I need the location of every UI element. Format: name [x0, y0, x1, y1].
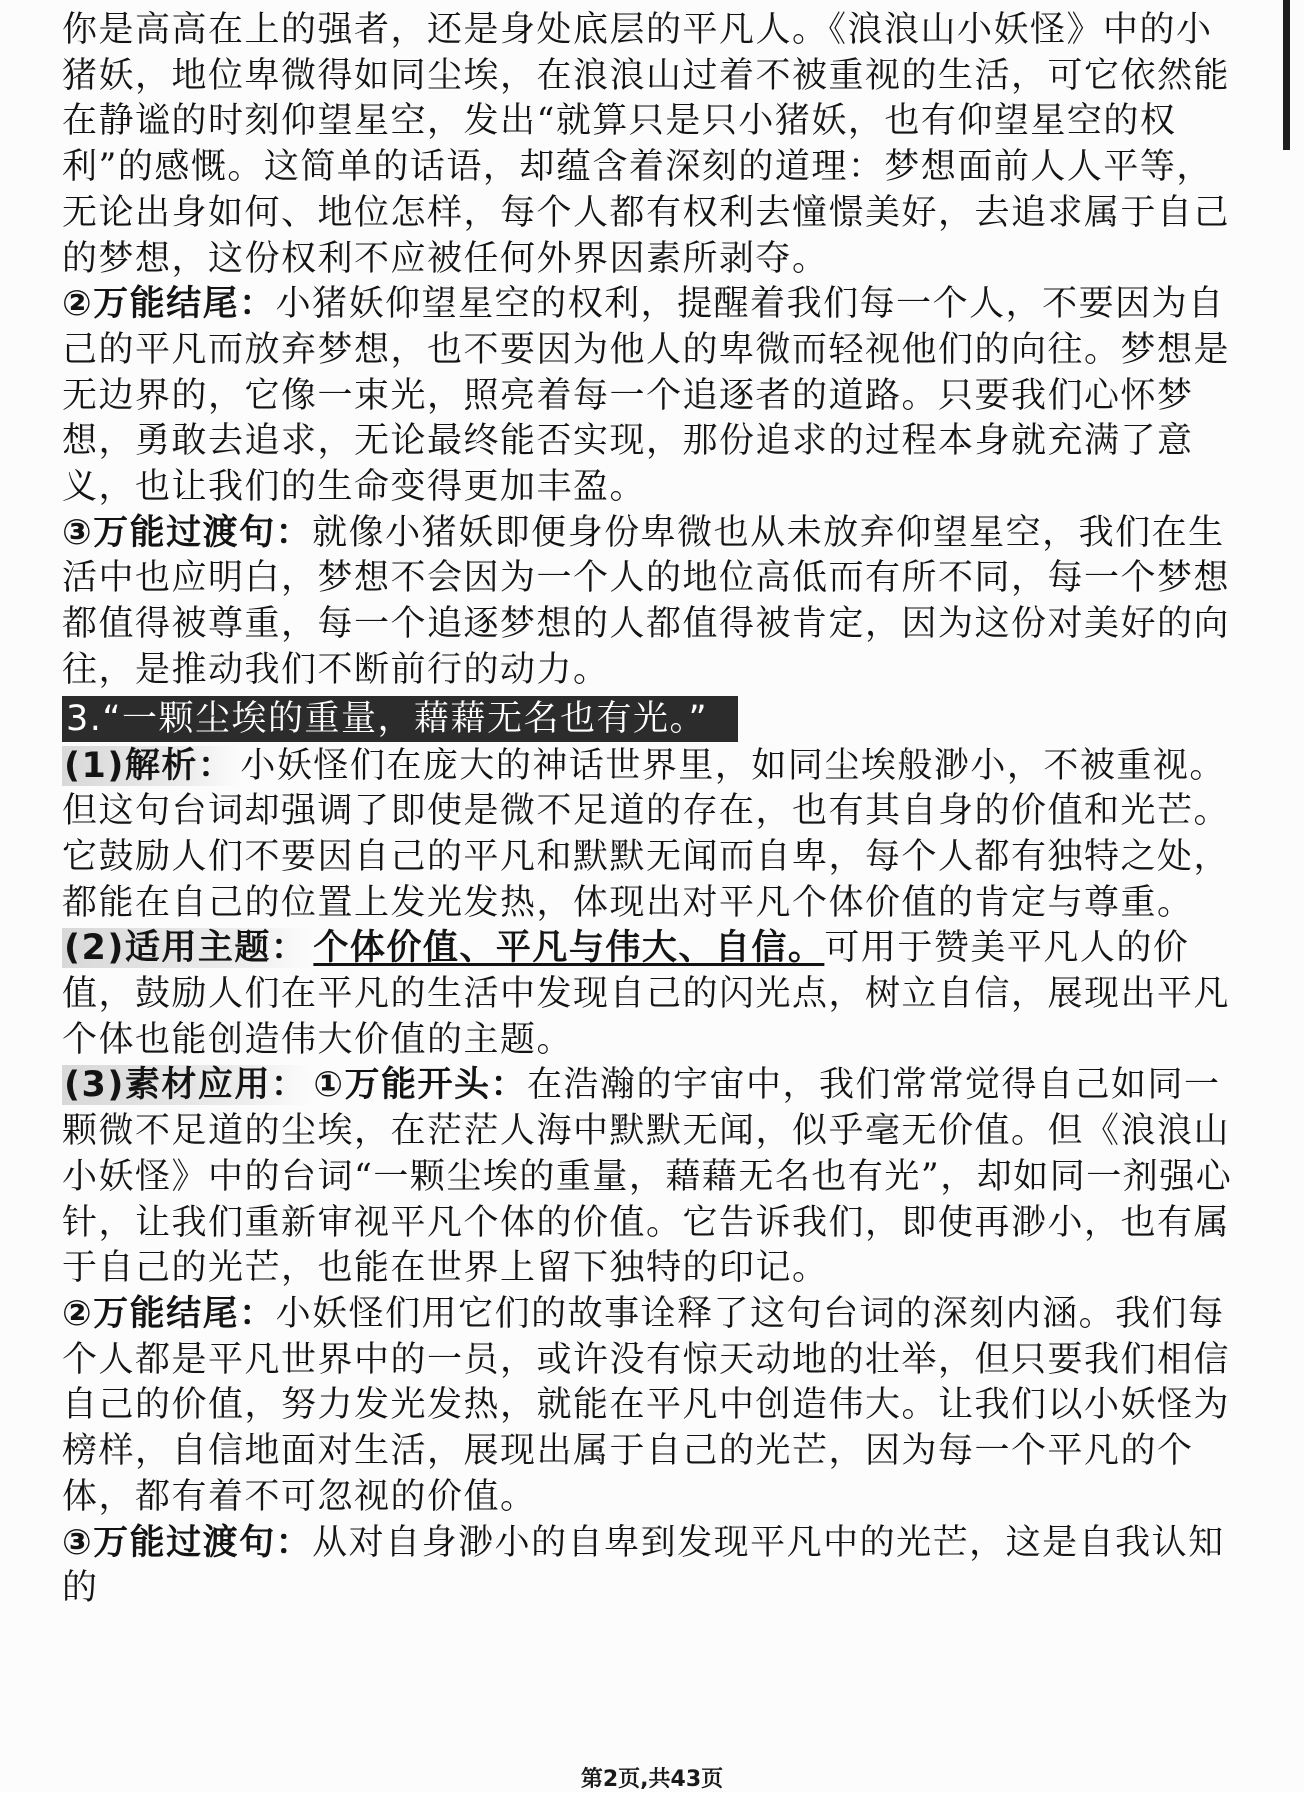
analysis-text: 小妖怪们在庞大的神话世界里，如同尘埃般渺小，不被重视。但这句台词却强调了即使是微不足道的存在，也有其自身的价值和光芒。它鼓励人们不要因自己的平凡和默默无闻而自卑，每个人都有独特之处，都能在自己的位置上发光发热，体现出对平凡个体价值的肯定与尊重。 [62, 745, 1231, 923]
universal-transition-1 [62, 511, 1242, 694]
material-application-label: (3)素材应用： [62, 1065, 313, 1105]
universal-opening-text: 在浩瀚的宇宙中，我们常常觉得自己如同一颗微不足道的尘埃，在茫茫人海中默默无闻，似乎毫无价值。但《浪浪山小妖怪》中的台词“一颗尘埃的重量，藉藉无名也有光”，却如同一剂强心针，让我们重新审视平凡个体的价值。它告诉我们，即使再渺小，也有属于自己的光芒，也能在世界上留下独特的印记。 [62, 1065, 1233, 1289]
scan-edge-mark [1283, 0, 1290, 150]
universal-ending-1 [62, 282, 1242, 511]
universal-transition-2-text: 从对自身渺小的自卑到发现平凡中的光芒，这是自我认知的 [62, 1522, 1225, 1609]
universal-transition-1-text: 就像小猪妖即便身份卑微也从未放弃仰望星空，我们在生活中也应明白，梦想不会因为一个人的地位高低而有所不同，每一个梦想都值得被尊重，每一个追逐梦想的人都值得被肯定，因为这份对美好的向往，是推动我们不断前行的动力。 [62, 512, 1231, 690]
page-number-footer: 第2页,共43页 [580, 1767, 724, 1792]
universal-transition-2-label: ③万能过渡句： [62, 1522, 313, 1563]
applicable-theme-text: 可用于赞美平凡人的价值，鼓励人们在平凡的生活中发现自己的闪光点，树立自信，展现出平凡个体也能创造伟大价值的主题。 [62, 928, 1231, 1060]
universal-ending-2-text: 小妖怪们用它们的故事诠释了这句台词的深刻内涵。我们每个人都是平凡世界中的一员，或许没有惊天动地的壮举，但只要我们相信自己的价值，努力发光发热，就能在平凡中创造伟大。让我们以小妖怪为榜样，自信地面对生活，展现出属于自己的光芒，因为每一个平凡的个体，都有着不可忽视的价值。 [62, 1293, 1231, 1517]
applicable-theme-label: (2)适用主题： [62, 928, 313, 968]
analysis-label: (1)解析： [62, 746, 240, 786]
universal-ending-2-label: ②万能结尾： [62, 1293, 276, 1334]
universal-ending-2 [62, 1292, 1242, 1521]
intro-paragraph [62, 8, 1242, 282]
universal-opening-label: ①万能开头： [313, 1065, 527, 1106]
analysis-paragraph [62, 744, 1242, 927]
material-application-paragraph [62, 1063, 1242, 1292]
universal-ending-1-label: ②万能结尾： [62, 284, 276, 325]
intro-paragraph-text: 你是高高在上的强者，还是身处底层的平凡人。《浪浪山小妖怪》中的小猪妖，地位卑微得如同尘埃，在浪浪山过着不被重视的生活，可它依然能在静谧的时刻仰望星空，发出“就算只是只小猪妖，也有仰望星空的权利”的感慨。这简单的话语，却蕴含着深刻的道理：梦想面前人人平等，无论出身如何、地位怎样，每个人都有权利去憧憬美好，去追求属于自己的梦想，这份权利不应被任何外界因素所剥夺。 [62, 10, 1231, 279]
universal-transition-1-label: ③万能过渡句： [62, 512, 313, 553]
document-content [62, 8, 1242, 1612]
applicable-theme-topics: 个体价值、平凡与伟大、自信。 [313, 928, 825, 969]
applicable-theme-paragraph [62, 926, 1242, 1063]
universal-transition-2 [62, 1521, 1242, 1612]
section-3-heading: 3.“一颗尘埃的重量，藉藉无名也有光。” [62, 696, 738, 742]
universal-ending-1-text: 小猪妖仰望星空的权利，提醒着我们每一个人，不要因为自己的平凡而放弃梦想，也不要因为他人的卑微而轻视他们的向往。梦想是无边界的，它像一束光，照亮着每一个追逐者的道路。只要我们心怀梦想，勇敢去追求，无论最终能否实现，那份追求的过程本身就充满了意义，也让我们的生命变得更加丰盈。 [62, 284, 1231, 508]
